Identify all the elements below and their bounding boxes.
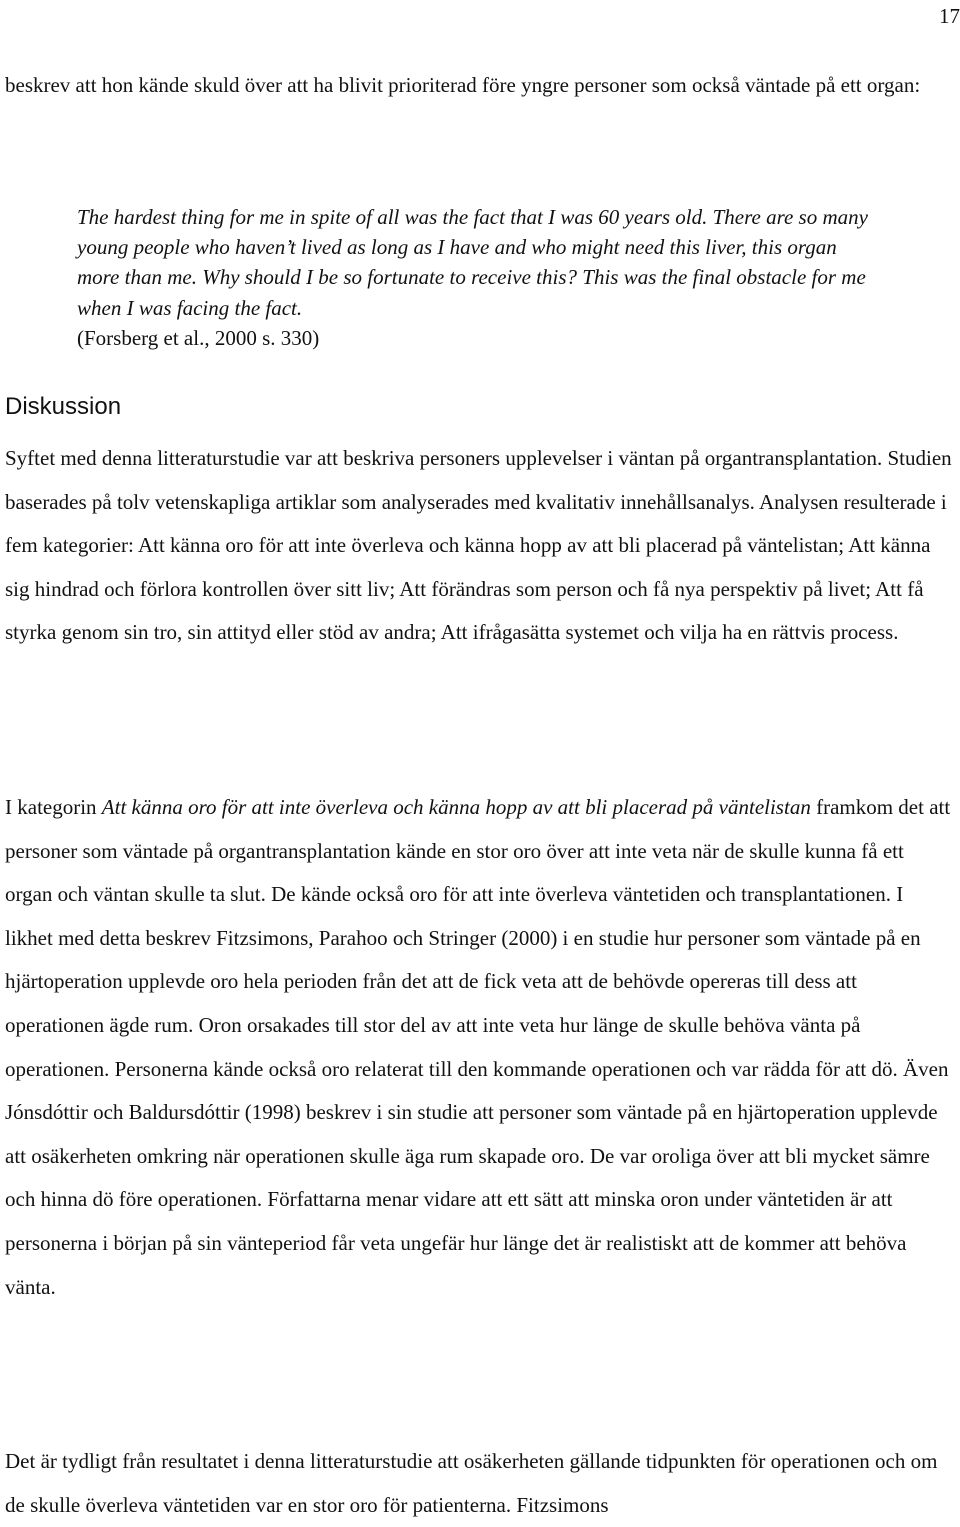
quote-citation: (Forsberg et al., 2000 s. 330) (77, 325, 320, 350)
category-body: framkom det att personer som väntade på organtransplantation kände en stor oro över att inte veta när de skulle kunna få ett organ och väntan skulle ta slut. De kände också oro för att inte överleva väntetiden och transplantationen. I likhet med detta beskrev Fitzsimons, Parahoo och Stringer (2000) i en studie hur personer som väntade på en hjärtoperation upplevde oro hela perioden från det att de fick veta att de behövde opereras till dess att operationen ägde rum. Oron orsakades till stor del av att inte veta hur länge de skulle behöva vänta på operationen. Personerna kände också oro relaterat till den kommande operationen och var rädda för att dö. Även Jónsdóttir och Baldursdóttir (1998) beskrev i sin studie att personer som väntade på en hjärtoperation upplevde att osäkerheten omkring när operationen skulle äga rum skapade oro. De var oroliga över att bli mycket sämre och hinna dö före operationen. Författarna menar vidare att ett sätt att minska oron under väntetiden är att personerna i början på sin vänteperiod får veta ungefär hur länge det är realistiskt att de kommer att behöva vänta. (5, 795, 951, 1299)
discussion-paragraph: Syftet med denna litteraturstudie var att beskriva personers upplevelser i väntan på organtransplantation. Studien baserades på tolv vetenskapliga artiklar som analyserades med kvalitativ innehållsanalys. Analysen resulterade i fem kategorier: Att känna oro för att inte överleva och känna hopp av att bli placerad på väntelistan; Att känna sig hindrad och förlora kontrollen över sitt liv; Att förändras som person och få nya perspektiv på livet; Att få styrka genom sin tro, sin attityd eller stöd av andra; Att ifrågasätta systemet och vilja ha en rättvis process. (5, 446, 952, 645)
closing-paragraph: Det är tydligt från resultatet i denna litteraturstudie att osäkerheten gällande tidpunkten för operationen och om de skulle överleva väntetiden var en stor oro för patienterna. Fitzsimons (5, 1449, 938, 1517)
quote-text: The hardest thing for me in spite of all was the fact that I was 60 years old. There are so many young people who haven’t lived as long as I have and who might need this liver, this organ more than me. Why should I be so fortunate to receive this? This was the final obstacle for me when I was facing the fact. (77, 205, 868, 320)
category-title: Att känna oro för att inte överleva och känna hopp av att bli placerad på väntelistan (101, 795, 811, 819)
section-heading: Diskussion (5, 393, 122, 420)
block-quote (77, 202, 877, 353)
intro-paragraph: beskrev att hon kände skuld över att ha blivit prioriterad före yngre personer som också väntade på ett organ: (5, 73, 921, 97)
category-lead: I kategorin (5, 795, 102, 819)
category-paragraph (5, 786, 955, 1309)
page-number: 17 (939, 4, 960, 28)
